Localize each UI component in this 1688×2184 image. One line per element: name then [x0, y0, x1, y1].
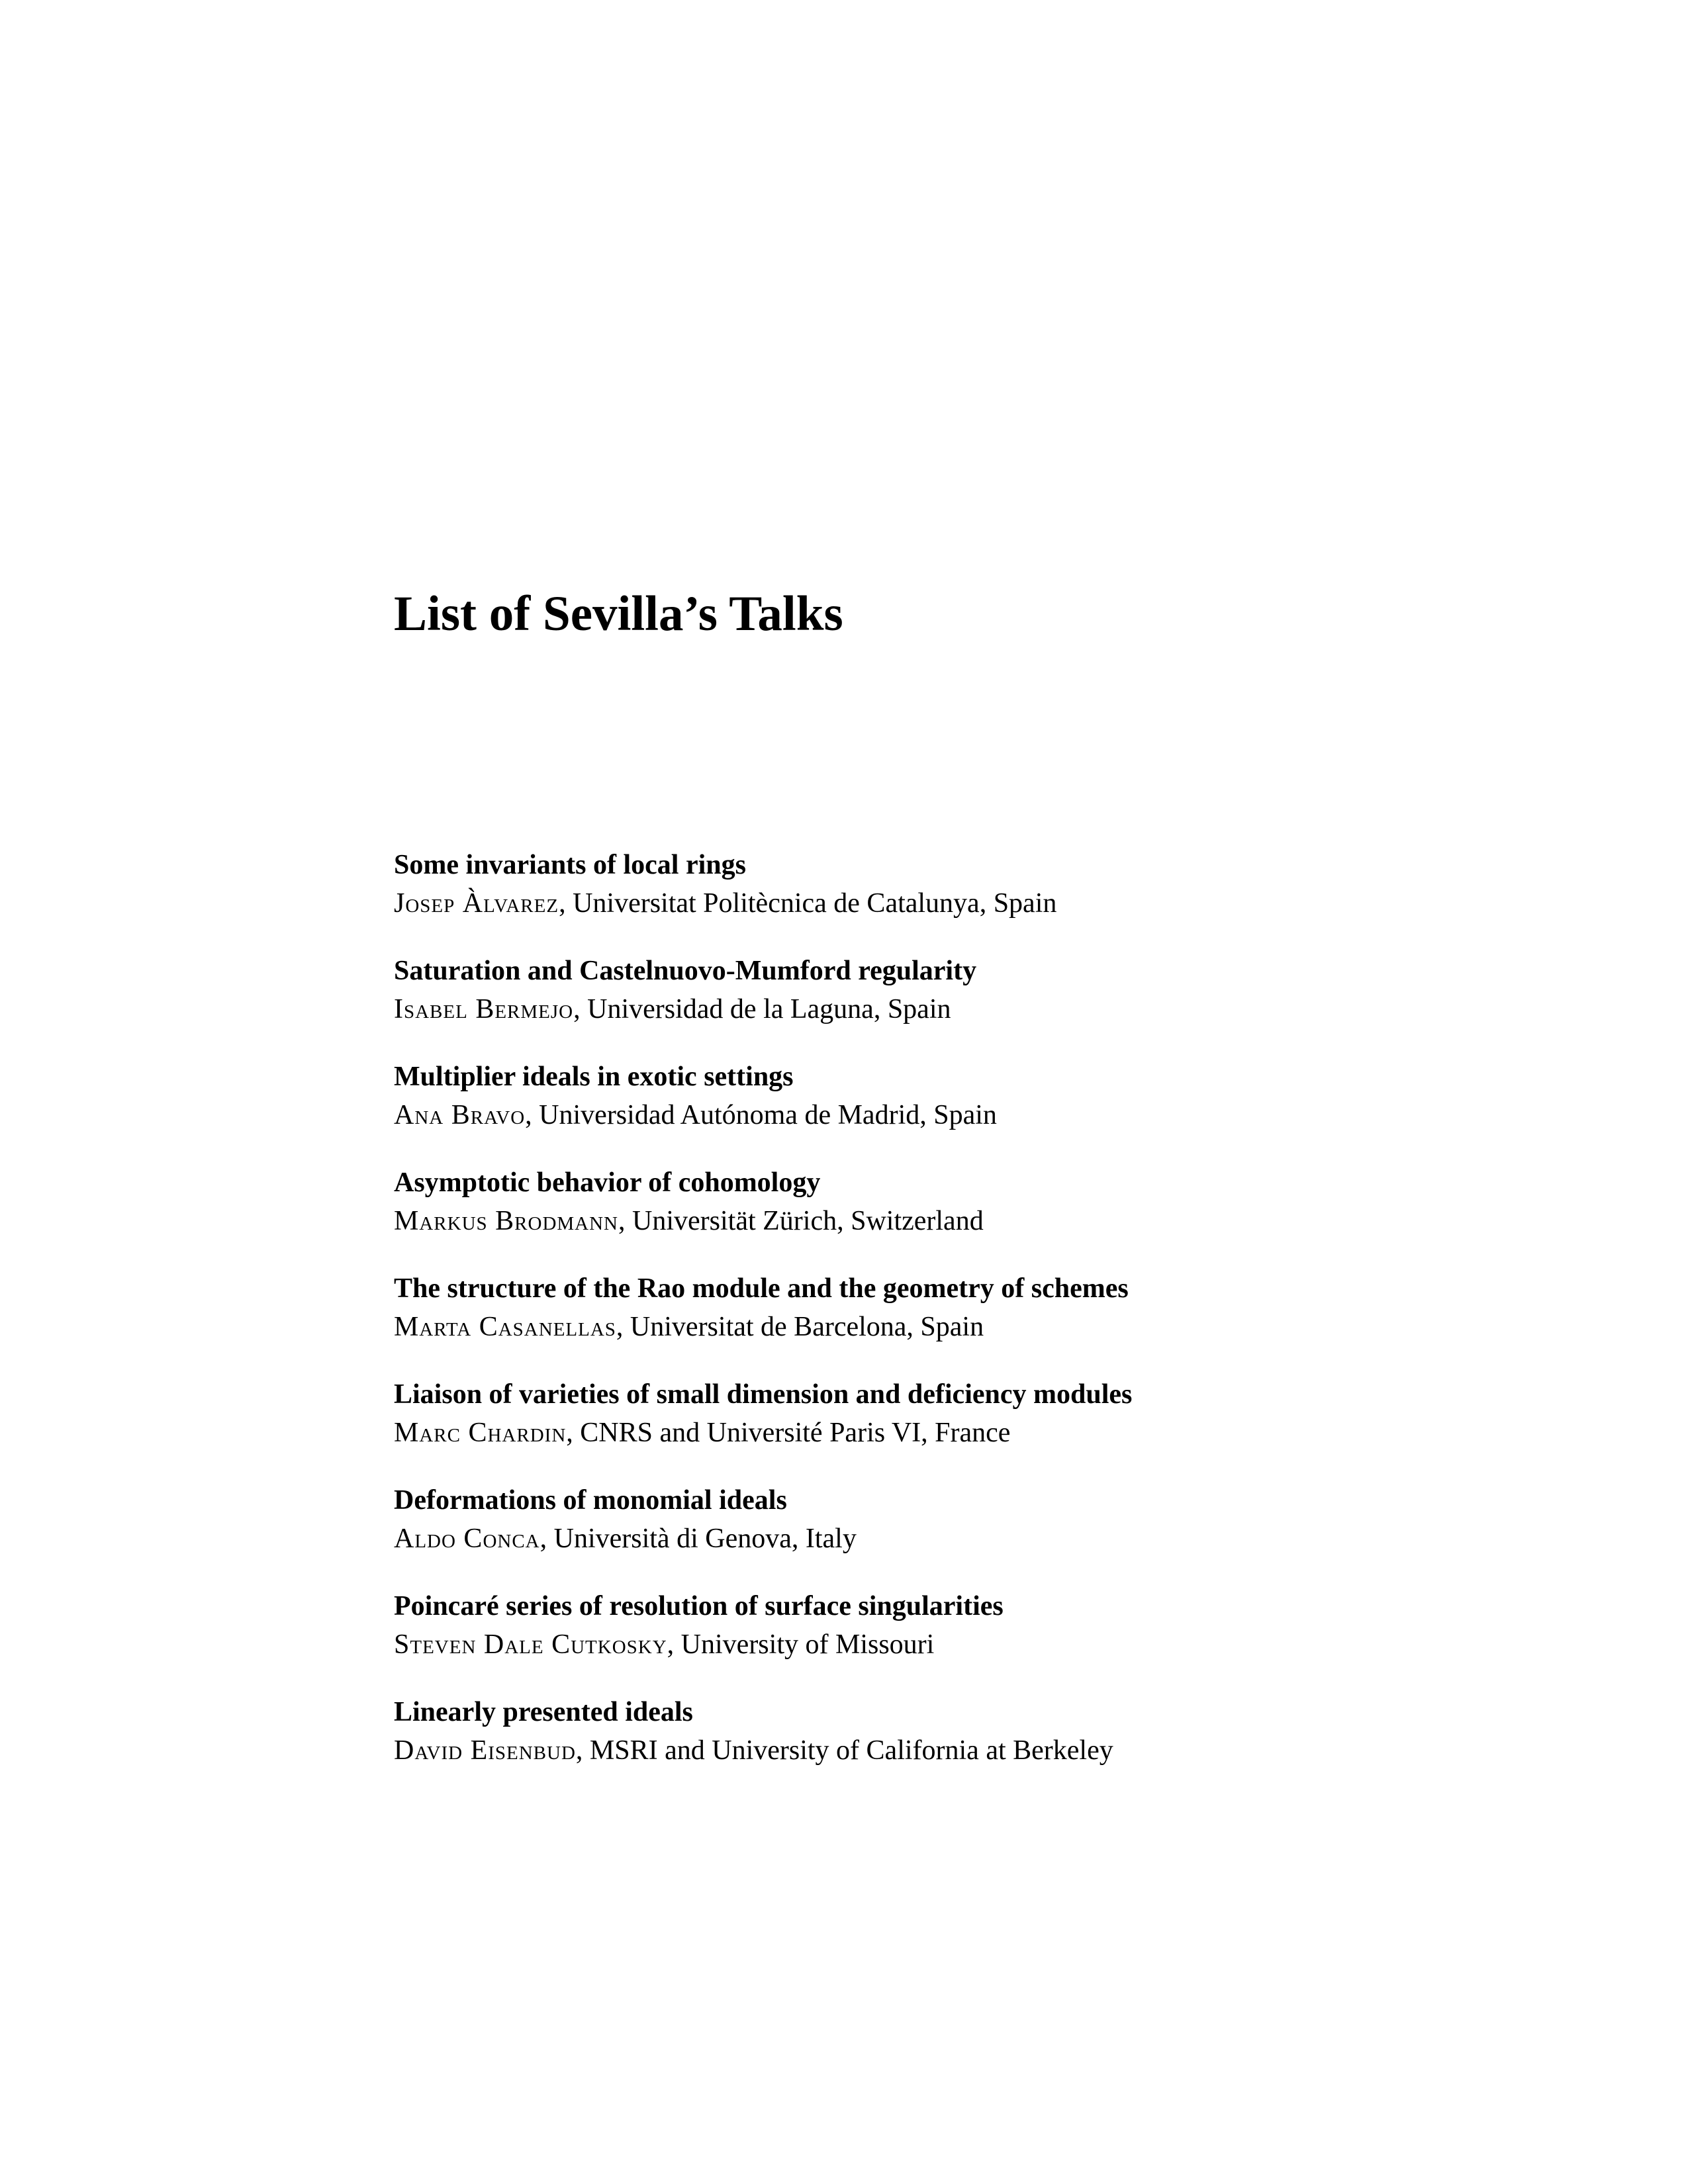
- talk-entry: [394, 1163, 1652, 1269]
- speaker-name: Marc Chardin: [394, 1418, 567, 1448]
- speaker-affiliation: , Universidad de la Laguna, Spain: [573, 994, 951, 1024]
- talk-speaker-line: [394, 1202, 1652, 1240]
- talk-title: Saturation and Castelnuovo-Mumford regularity: [394, 956, 977, 986]
- talk-speaker-line: [394, 1308, 1652, 1346]
- speaker-name: Marta Casanellas: [394, 1312, 616, 1342]
- speaker-affiliation: , Universidad Autónoma de Madrid, Spain: [525, 1100, 997, 1130]
- talk-speaker-line: [394, 1625, 1652, 1664]
- talk-title: Liaison of varieties of small dimension and deficiency modules: [394, 1379, 1133, 1410]
- talk-speaker-line: [394, 1520, 1652, 1558]
- talk-list: [394, 846, 1652, 1799]
- talk-entry: [394, 1587, 1652, 1693]
- speaker-affiliation: , MSRI and University of California at Berkeley: [575, 1735, 1113, 1766]
- speaker-name: Josep Àlvarez: [394, 888, 559, 919]
- talk-title: Some invariants of local rings: [394, 850, 746, 880]
- talk-speaker-line: [394, 990, 1652, 1028]
- speaker-affiliation: , University of Missouri: [667, 1629, 935, 1660]
- talk-entry: [394, 1693, 1652, 1799]
- speaker-name: Ana Bravo: [394, 1100, 526, 1130]
- talk-speaker-line: [394, 1731, 1652, 1770]
- talk-title: Deformations of monomial ideals: [394, 1485, 787, 1516]
- talk-entry: [394, 1375, 1652, 1481]
- speaker-name: David Eisenbud: [394, 1735, 576, 1766]
- talk-entry: [394, 846, 1652, 952]
- speaker-name: Markus Brodmann: [394, 1206, 619, 1236]
- speaker-affiliation: , CNRS and Université Paris VI, France: [566, 1418, 1011, 1448]
- speaker-name: Steven Dale Cutkosky: [394, 1629, 667, 1660]
- talk-entry: [394, 1058, 1652, 1163]
- speaker-affiliation: , Universität Zürich, Switzerland: [618, 1206, 984, 1236]
- talk-speaker-line: [394, 1096, 1652, 1134]
- speaker-name: Isabel Bermejo: [394, 994, 574, 1024]
- talk-entry: [394, 1269, 1652, 1375]
- page-title: List of Sevilla’s Talks: [394, 586, 843, 641]
- speaker-name: Aldo Conca: [394, 1524, 540, 1554]
- talk-title: Asymptotic behavior of cohomology: [394, 1167, 821, 1198]
- talk-speaker-line: [394, 1414, 1652, 1452]
- talk-entry: [394, 952, 1652, 1058]
- speaker-affiliation: , Università di Genova, Italy: [539, 1524, 857, 1554]
- speaker-affiliation: , Universitat de Barcelona, Spain: [616, 1312, 984, 1342]
- speaker-affiliation: , Universitat Politècnica de Catalunya, Spain: [559, 888, 1057, 919]
- talk-title: Poincaré series of resolution of surface singularities: [394, 1591, 1004, 1621]
- talk-speaker-line: [394, 884, 1652, 923]
- talk-entry: [394, 1481, 1652, 1587]
- talk-title: Linearly presented ideals: [394, 1697, 693, 1727]
- talk-title: The structure of the Rao module and the geometry of schemes: [394, 1273, 1129, 1304]
- talk-title: Multiplier ideals in exotic settings: [394, 1062, 794, 1092]
